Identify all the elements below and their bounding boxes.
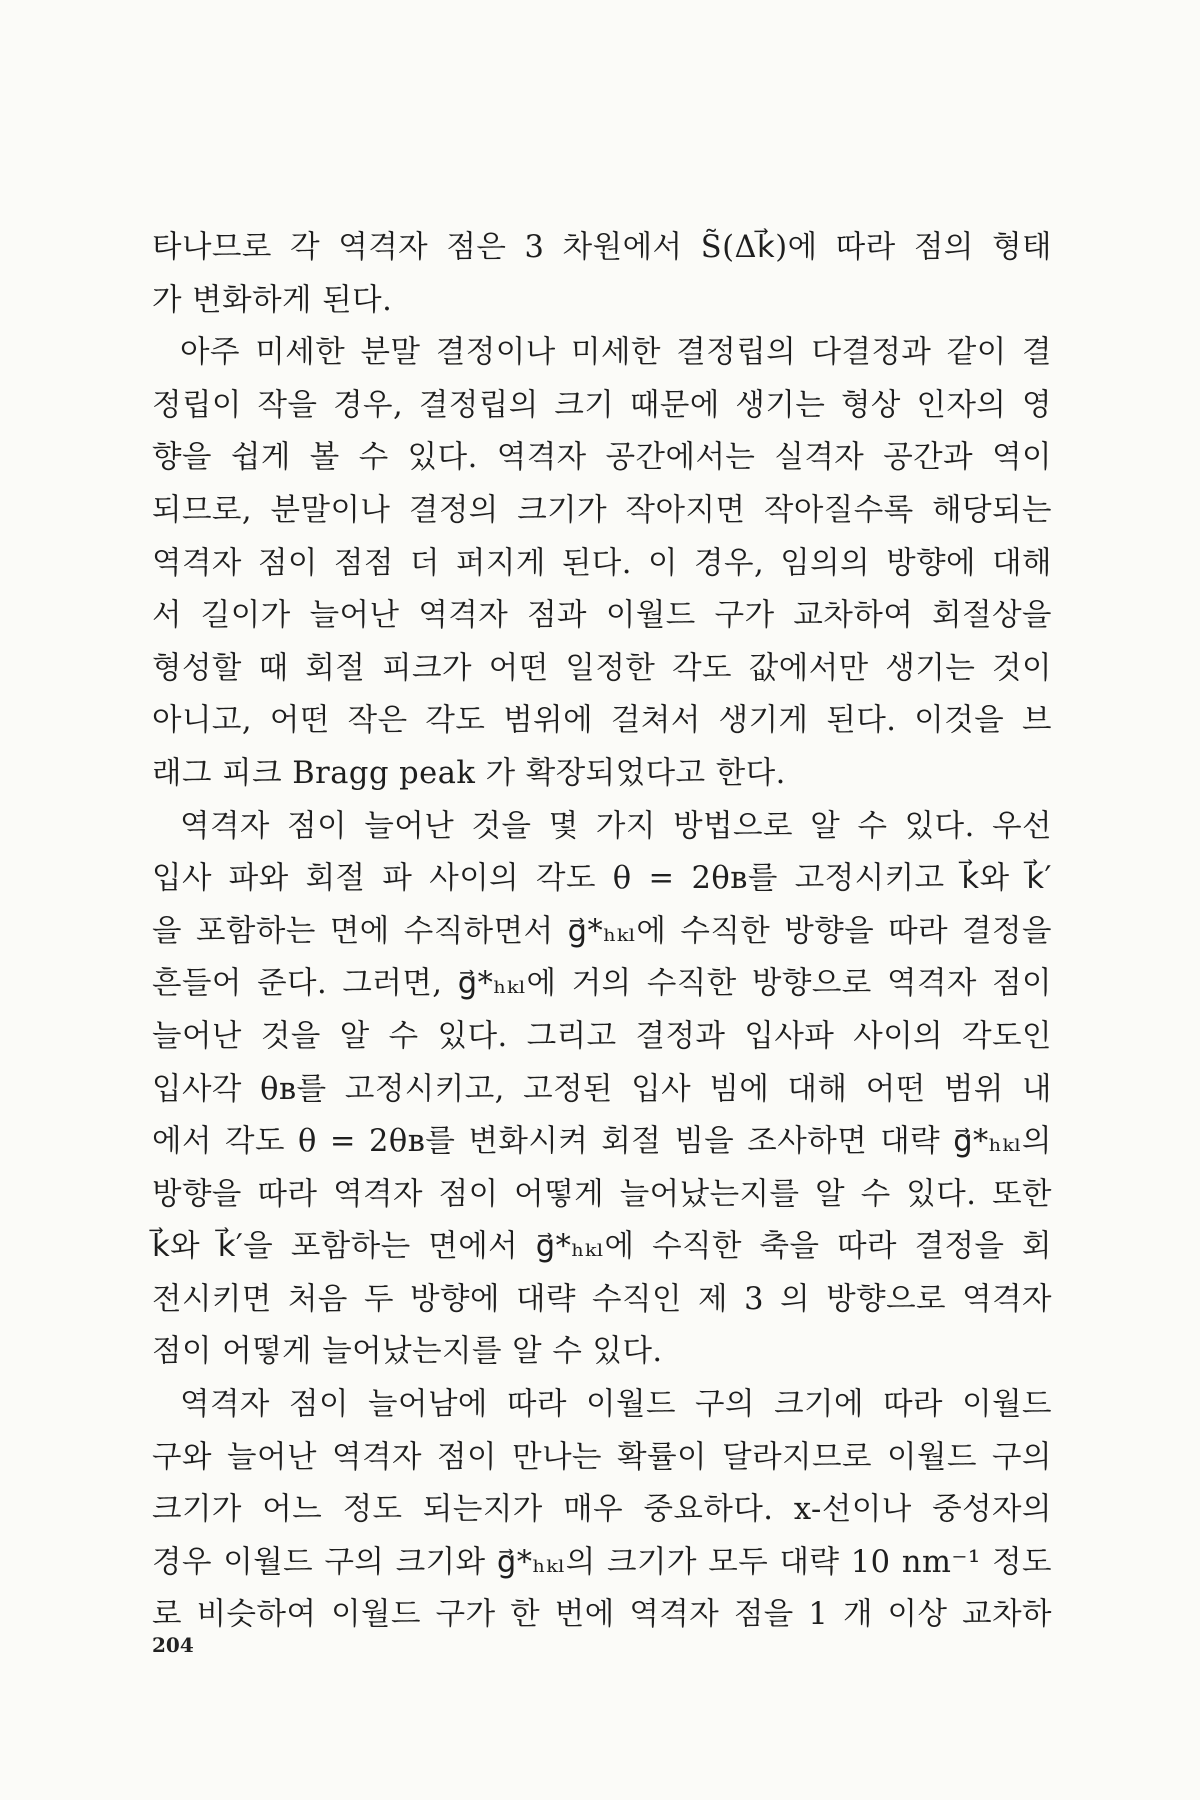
text-line: 경우 이월드 구의 크기와 g⃗*ₕₖₗ의 크기가 모두 대략 10 nm⁻¹ 정도 <box>152 1544 1052 1580</box>
text-line: 가 변화하게 된다. <box>152 282 393 318</box>
text-line: 아주 미세한 분말 결정이나 미세한 결정립의 다결정과 같이 결 <box>180 335 1052 371</box>
paragraph-1 <box>152 222 1052 327</box>
text-line: 크기가 어느 정도 되는지가 매우 중요하다. x-선이나 중성자의 <box>152 1492 1052 1528</box>
text-line: 로 비슷하여 이월드 구가 한 번에 역격자 점을 1 개 이상 교차하 <box>152 1597 1052 1633</box>
text-line: 방향을 따라 역격자 점이 어떻게 늘어났는지를 알 수 있다. 또한 <box>152 1176 1052 1212</box>
text-line: 을 포함하는 면에 수직하면서 g⃗*ₕₖₗ에 수직한 방향을 따라 결정을 <box>152 913 1052 949</box>
text-line: 에서 각도 θ = 2θʙ를 변화시켜 회절 빔을 조사하면 대략 g⃗*ₕₖₗ의 <box>152 1124 1052 1160</box>
text-line: 역격자 점이 늘어난 것을 몇 가지 방법으로 알 수 있다. 우선 <box>180 808 1052 844</box>
text-line: 전시키면 처음 두 방향에 대략 수직인 제 3 의 방향으로 역격자 <box>152 1281 1052 1317</box>
text-line: 역격자 점이 점점 더 퍼지게 된다. 이 경우, 임의의 방향에 대해 <box>152 545 1052 581</box>
text-line: 입사각 θʙ를 고정시키고, 고정된 입사 빔에 대해 어떤 범위 내 <box>152 1071 1052 1107</box>
text-line: 흔들어 준다. 그러면, g⃗*ₕₖₗ에 거의 수직한 방향으로 역격자 점이 <box>152 966 1052 1002</box>
text-line: 아니고, 어떤 작은 각도 범위에 걸쳐서 생기게 된다. 이것을 브 <box>152 703 1052 739</box>
text-line: 정립이 작을 경우, 결정립의 크기 때문에 생기는 형상 인자의 영 <box>152 387 1052 423</box>
text-line: 타나므로 각 역격자 점은 3 차원에서 S̃(Δk⃗)에 따라 점의 형태 <box>152 230 1052 265</box>
text-line: 서 길이가 늘어난 역격자 점과 이월드 구가 교차하여 회절상을 <box>152 598 1052 634</box>
text-line: 입사 파와 회절 파 사이의 각도 θ = 2θʙ를 고정시키고 k⃗와 k⃗′ <box>152 861 1052 897</box>
page-number: 204 <box>152 1633 194 1657</box>
text-line: 되므로, 분말이나 결정의 크기가 작아지면 작아질수록 해당되는 <box>152 492 1052 528</box>
paragraph-3 <box>152 801 1052 1380</box>
text-line: 점이 어떻게 늘어났는지를 알 수 있다. <box>152 1334 663 1370</box>
text-line: 구와 늘어난 역격자 점이 만나는 확률이 달라지므로 이월드 구의 <box>152 1439 1052 1475</box>
text-line: k⃗와 k⃗′을 포함하는 면에서 g⃗*ₕₖₗ에 수직한 축을 따라 결정을 회 <box>152 1229 1052 1265</box>
text-line: 역격자 점이 늘어남에 따라 이월드 구의 크기에 따라 이월드 <box>180 1387 1052 1423</box>
paragraph-2 <box>152 327 1052 800</box>
text-line: 향을 쉽게 볼 수 있다. 역격자 공간에서는 실격자 공간과 역이 <box>152 440 1052 476</box>
paragraph-4 <box>152 1379 1052 1642</box>
body-text <box>152 222 1052 1642</box>
text-line: 늘어난 것을 알 수 있다. 그리고 결정과 입사파 사이의 각도인 <box>152 1018 1052 1054</box>
text-line: 형성할 때 회절 피크가 어떤 일정한 각도 값에서만 생기는 것이 <box>152 650 1052 686</box>
text-line: 래그 피크 Bragg peak 가 확장되었다고 한다. <box>152 755 786 791</box>
